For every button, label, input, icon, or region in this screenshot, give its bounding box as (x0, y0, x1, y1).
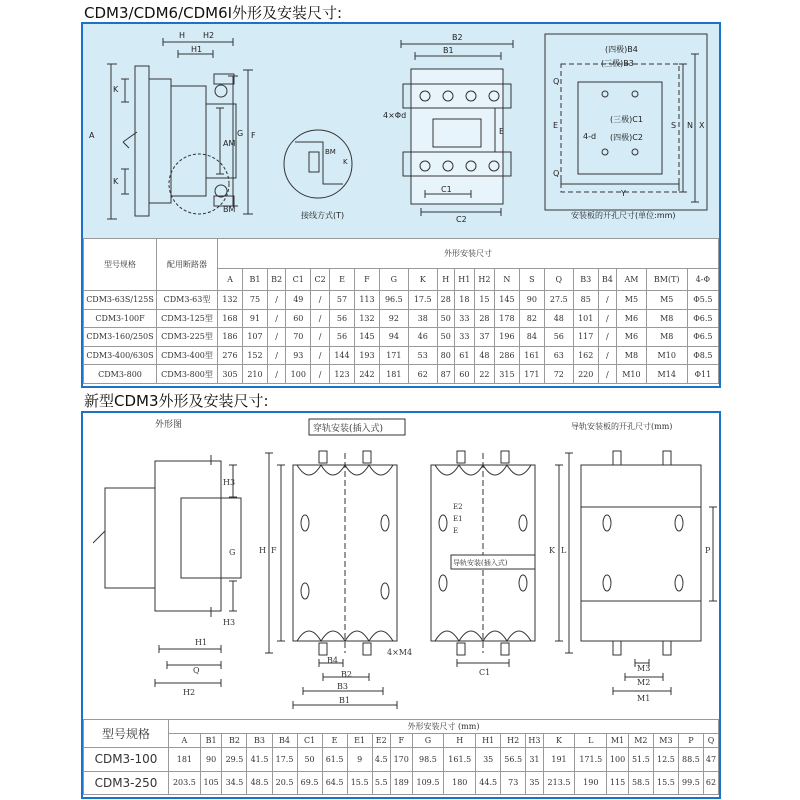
column-header: H1 (476, 734, 501, 748)
label-bm: BM (223, 205, 236, 214)
value-cell: 75 (242, 291, 267, 310)
value-cell: 35 (476, 748, 501, 772)
value-cell: 34.5 (222, 771, 247, 795)
value-cell: 5.5 (372, 771, 390, 795)
outline-caption: 外形图 (155, 420, 183, 430)
column-header: M1 (607, 734, 629, 748)
column-header: C1 (286, 269, 311, 291)
value-cell: 113 (354, 291, 379, 310)
value-cell: Φ11 (687, 365, 718, 384)
value-cell: 49 (286, 291, 311, 310)
value-cell: 189 (390, 771, 412, 795)
label-q: Q (193, 666, 200, 675)
value-cell: 203.5 (169, 771, 201, 795)
s2-plate-drawing (555, 451, 717, 695)
value-cell: Φ5.5 (687, 291, 718, 310)
label-e: E (453, 527, 459, 535)
label-b2: B2 (452, 33, 463, 42)
label-f: F (251, 131, 256, 140)
model-cell: CDM3-63S/125S (84, 291, 157, 310)
value-cell: M5 (646, 291, 687, 310)
value-cell: 70 (286, 328, 311, 347)
value-cell: 63 (544, 346, 573, 365)
label-4d: 4-d (583, 132, 597, 141)
label-h3-bottom: H3 (223, 618, 236, 627)
value-cell: Φ8.5 (687, 346, 718, 365)
value-cell: Φ6.5 (687, 328, 718, 347)
table-row (84, 771, 719, 795)
value-cell: 61 (454, 346, 474, 365)
value-cell: 31 (526, 748, 543, 772)
value-cell: 242 (354, 365, 379, 384)
value-cell: 180 (444, 771, 476, 795)
value-cell: 50 (437, 309, 454, 328)
label-e1: E1 (453, 515, 463, 523)
value-cell: / (311, 291, 330, 310)
column-header: L (575, 734, 607, 748)
label-h2: H2 (203, 31, 215, 40)
label-h2: H2 (183, 688, 196, 697)
label-h: H (179, 31, 186, 40)
value-cell: 181 (169, 748, 201, 772)
label-q-top: Q (553, 77, 560, 86)
column-header: C2 (311, 269, 330, 291)
value-cell: 96.5 (379, 291, 408, 310)
value-cell: 91 (242, 309, 267, 328)
column-header: B2 (222, 734, 247, 748)
column-header: F (390, 734, 412, 748)
table-row (84, 309, 719, 328)
value-cell: / (311, 346, 330, 365)
value-cell: / (598, 365, 616, 384)
value-cell: 132 (218, 291, 243, 310)
model-cell: CDM3-100 (84, 748, 169, 772)
value-cell: M6 (617, 328, 647, 347)
value-cell: 15 (474, 291, 494, 310)
value-cell: M8 (646, 309, 687, 328)
value-cell: 171 (379, 346, 408, 365)
label-p: P (705, 546, 711, 555)
label-b4: B4 (327, 656, 338, 665)
column-header: H1 (454, 269, 474, 291)
label-c2-plate: (四极)C2 (610, 133, 643, 142)
s2-side-labels (183, 478, 235, 697)
value-cell: 33 (454, 309, 474, 328)
value-cell: 276 (218, 346, 243, 365)
label-m2: M2 (637, 678, 651, 687)
label-k-bottom: K (113, 177, 119, 186)
breaker-cell: CDM3-63型 (157, 291, 218, 310)
value-cell: 62 (703, 771, 718, 795)
label-b3: B3 (337, 682, 348, 691)
label-am: AM (223, 139, 236, 148)
value-cell: 90 (519, 291, 544, 310)
value-cell: 48 (544, 309, 573, 328)
label-c1: C1 (441, 185, 452, 194)
value-cell: 171 (519, 365, 544, 384)
column-header: Q (544, 269, 573, 291)
value-cell: M14 (646, 365, 687, 384)
value-cell: 48 (474, 346, 494, 365)
value-cell: 220 (573, 365, 598, 384)
value-cell: 145 (494, 291, 519, 310)
value-cell: 186 (218, 328, 243, 347)
value-cell: 35 (526, 771, 543, 795)
value-cell: 56 (330, 309, 355, 328)
value-cell: 109.5 (412, 771, 444, 795)
column-header: K (543, 734, 575, 748)
label-h1: H1 (191, 45, 203, 54)
value-cell: 27.5 (544, 291, 573, 310)
value-cell: 98.5 (412, 748, 444, 772)
value-cell: M8 (646, 328, 687, 347)
rail-mount-label: 导轨安装(插入式) (453, 559, 508, 567)
value-cell: 64.5 (322, 771, 347, 795)
s1-head-group: 外形安装尺寸 (218, 239, 719, 269)
label-q-bottom: Q (553, 169, 560, 178)
through-rail-label: 穿轨安装(插入式) (313, 424, 384, 434)
s2-side-view-drawing (93, 455, 241, 687)
s2-head-model: 型号规格 (84, 720, 169, 748)
label-b4: (四极)B4 (605, 45, 638, 54)
value-cell: 28 (437, 291, 454, 310)
label-a: A (89, 131, 95, 140)
label-b2: B2 (341, 670, 352, 679)
column-header: B3 (573, 269, 598, 291)
value-cell: 62 (408, 365, 437, 384)
value-cell: 69.5 (297, 771, 322, 795)
value-cell: 17.5 (408, 291, 437, 310)
value-cell: / (267, 309, 285, 328)
value-cell: Φ6.5 (687, 309, 718, 328)
value-cell: 315 (494, 365, 519, 384)
value-cell: / (267, 365, 285, 384)
section2-title: 新型CDM3外形及安装尺寸: (84, 392, 269, 410)
mounting-plate-labels (553, 44, 705, 198)
value-cell: 15.5 (347, 771, 372, 795)
s2-front1-labels (259, 546, 412, 705)
breaker-cell: CDM3-125型 (157, 309, 218, 328)
side-view-labels (89, 31, 256, 214)
column-header: B1 (242, 269, 267, 291)
value-cell: 170 (390, 748, 412, 772)
value-cell: 115 (607, 771, 629, 795)
label-k: K (549, 546, 555, 555)
section1-drawings (83, 24, 719, 238)
value-cell: M8 (617, 346, 647, 365)
label-4phid: 4×Φd (383, 111, 407, 120)
label-s: S (671, 121, 677, 130)
s1-head-model: 型号规格 (84, 239, 157, 291)
model-cell: CDM3-100F (84, 309, 157, 328)
column-header: B3 (247, 734, 272, 748)
column-header: C1 (297, 734, 322, 748)
value-cell: 56 (544, 328, 573, 347)
value-cell: 56.5 (501, 748, 526, 772)
label-e: E (499, 127, 505, 136)
section2-spec-table (83, 719, 719, 795)
value-cell: 85 (573, 291, 598, 310)
label-f: F (271, 546, 277, 555)
value-cell: 132 (354, 309, 379, 328)
value-cell: 82 (519, 309, 544, 328)
value-cell: 20.5 (272, 771, 297, 795)
label-e-plate: E (553, 121, 559, 130)
column-header: BM(T) (646, 269, 687, 291)
column-header: B4 (272, 734, 297, 748)
table-row (84, 365, 719, 384)
value-cell: 58.5 (628, 771, 653, 795)
value-cell: / (598, 328, 616, 347)
column-header: M3 (653, 734, 678, 748)
breaker-cell: CDM3-400型 (157, 346, 218, 365)
value-cell: 80 (437, 346, 454, 365)
value-cell: 41.5 (247, 748, 272, 772)
value-cell: M10 (617, 365, 647, 384)
section2-panel (81, 411, 721, 799)
value-cell: / (598, 309, 616, 328)
label-h3-top: H3 (223, 478, 236, 487)
table-row (84, 748, 719, 772)
column-header: G (412, 734, 444, 748)
column-header: Q (703, 734, 718, 748)
value-cell: 161 (519, 346, 544, 365)
section1-panel (81, 22, 721, 388)
label-h1: H1 (195, 638, 208, 647)
model-cell: CDM3-160/250S (84, 328, 157, 347)
label-e2: E2 (453, 503, 463, 511)
column-header: N (494, 269, 519, 291)
column-header: H (437, 269, 454, 291)
value-cell: 123 (330, 365, 355, 384)
label-k-top: K (113, 85, 119, 94)
label-y: Y (621, 189, 626, 198)
section1-spec-table (83, 238, 719, 384)
label-l: L (561, 546, 567, 555)
column-header: A (218, 269, 243, 291)
value-cell: M6 (617, 309, 647, 328)
value-cell: 100 (607, 748, 629, 772)
value-cell: 87 (437, 365, 454, 384)
value-cell: 12.5 (653, 748, 678, 772)
plate-caption: 安装板的开孔尺寸(单位:mm) (571, 211, 676, 220)
value-cell: 29.5 (222, 748, 247, 772)
table-row (84, 328, 719, 347)
front-view-drawing (401, 40, 513, 216)
value-cell: / (311, 328, 330, 347)
value-cell: 190 (575, 771, 607, 795)
column-header: B2 (267, 269, 285, 291)
value-cell: 144 (330, 346, 355, 365)
column-header: K (408, 269, 437, 291)
value-cell: 94 (379, 328, 408, 347)
label-m3: M3 (637, 664, 651, 673)
value-cell: / (311, 309, 330, 328)
value-cell: 57 (330, 291, 355, 310)
label-4m4: 4×M4 (387, 648, 413, 657)
value-cell: 53 (408, 346, 437, 365)
value-cell: 88.5 (678, 748, 703, 772)
column-header: E (322, 734, 347, 748)
table-row (84, 291, 719, 310)
value-cell: 44.5 (476, 771, 501, 795)
value-cell: 48.5 (247, 771, 272, 795)
s2-front2-labels (453, 503, 490, 677)
column-header: H (444, 734, 476, 748)
value-cell: 181 (379, 365, 408, 384)
value-cell: 46 (408, 328, 437, 347)
value-cell: 213.5 (543, 771, 575, 795)
model-cell: CDM3-800 (84, 365, 157, 384)
value-cell: 28 (474, 309, 494, 328)
value-cell: 90 (200, 748, 222, 772)
column-header: G (379, 269, 408, 291)
table-row (84, 346, 719, 365)
column-header: E (330, 269, 355, 291)
s2-front-view1-drawing (265, 451, 397, 709)
wiring-bm-label: BM (325, 148, 336, 156)
column-header: P (678, 734, 703, 748)
value-cell: 161.5 (444, 748, 476, 772)
model-cell: CDM3-250 (84, 771, 169, 795)
value-cell: 101 (573, 309, 598, 328)
value-cell: 93 (286, 346, 311, 365)
value-cell: 162 (573, 346, 598, 365)
column-header: E2 (372, 734, 390, 748)
value-cell: / (598, 346, 616, 365)
value-cell: 50 (437, 328, 454, 347)
label-c1: C1 (479, 668, 491, 677)
section1-title: CDM3/CDM6/CDM6I外形及安装尺寸: (84, 4, 343, 22)
value-cell: 33 (454, 328, 474, 347)
value-cell: 60 (454, 365, 474, 384)
value-cell: 37 (474, 328, 494, 347)
label-x: X (699, 121, 705, 130)
value-cell: / (267, 346, 285, 365)
wiring-caption: 接线方式(T) (301, 211, 345, 220)
value-cell: 61.5 (322, 748, 347, 772)
label-c1-plate: (三极)C1 (610, 115, 643, 124)
label-g: G (229, 548, 236, 557)
value-cell: 92 (379, 309, 408, 328)
value-cell: / (311, 365, 330, 384)
label-b3: (三极)B3 (601, 59, 634, 68)
value-cell: 51.5 (628, 748, 653, 772)
label-n: N (687, 121, 693, 130)
column-header: B1 (200, 734, 222, 748)
label-b1: B1 (443, 46, 454, 55)
value-cell: 145 (354, 328, 379, 347)
value-cell: 84 (519, 328, 544, 347)
side-view-drawing (107, 38, 253, 219)
s2-head-group: 外形安装尺寸 (mm) (169, 720, 719, 734)
wiring-k-label: K (343, 158, 348, 166)
label-m1: M1 (637, 694, 651, 703)
value-cell: 72 (544, 365, 573, 384)
s2-plate-labels (549, 546, 711, 703)
value-cell: 100 (286, 365, 311, 384)
value-cell: 60 (286, 309, 311, 328)
value-cell: 15.5 (653, 771, 678, 795)
section2-drawings (83, 413, 719, 713)
model-cell: CDM3-400/630S (84, 346, 157, 365)
value-cell: 178 (494, 309, 519, 328)
breaker-cell: CDM3-225型 (157, 328, 218, 347)
value-cell: 117 (573, 328, 598, 347)
value-cell: / (598, 291, 616, 310)
column-header: H3 (526, 734, 543, 748)
value-cell: 168 (218, 309, 243, 328)
column-header: M2 (628, 734, 653, 748)
value-cell: 152 (242, 346, 267, 365)
column-header: 4-Φ (687, 269, 718, 291)
value-cell: 107 (242, 328, 267, 347)
value-cell: 191 (543, 748, 575, 772)
label-h: H (259, 546, 266, 555)
label-c2: C2 (456, 215, 467, 224)
column-header: S (519, 269, 544, 291)
value-cell: 286 (494, 346, 519, 365)
value-cell: 18 (454, 291, 474, 310)
value-cell: 193 (354, 346, 379, 365)
value-cell: 73 (501, 771, 526, 795)
value-cell: / (267, 291, 285, 310)
value-cell: 105 (200, 771, 222, 795)
wiring-detail-drawing (284, 130, 352, 198)
value-cell: M5 (617, 291, 647, 310)
value-cell: 9 (347, 748, 372, 772)
value-cell: M10 (646, 346, 687, 365)
rail-plate-caption: 导轨安装板的开孔尺寸(mm) (571, 422, 673, 431)
value-cell: 38 (408, 309, 437, 328)
value-cell: 22 (474, 365, 494, 384)
value-cell: 99.5 (678, 771, 703, 795)
value-cell: 210 (242, 365, 267, 384)
column-header: H2 (501, 734, 526, 748)
s1-head-breaker: 配用断路器 (157, 239, 218, 291)
value-cell: 196 (494, 328, 519, 347)
column-header: F (354, 269, 379, 291)
column-header: B4 (598, 269, 616, 291)
label-g: G (237, 129, 244, 138)
column-header: H2 (474, 269, 494, 291)
label-b1: B1 (339, 696, 350, 705)
value-cell: 56 (330, 328, 355, 347)
value-cell: 47 (703, 748, 718, 772)
value-cell: 4.5 (372, 748, 390, 772)
value-cell: 17.5 (272, 748, 297, 772)
breaker-cell: CDM3-800型 (157, 365, 218, 384)
value-cell: / (267, 328, 285, 347)
column-header: E1 (347, 734, 372, 748)
value-cell: 305 (218, 365, 243, 384)
column-header: AM (617, 269, 647, 291)
value-cell: 171.5 (575, 748, 607, 772)
value-cell: 50 (297, 748, 322, 772)
column-header: A (169, 734, 201, 748)
